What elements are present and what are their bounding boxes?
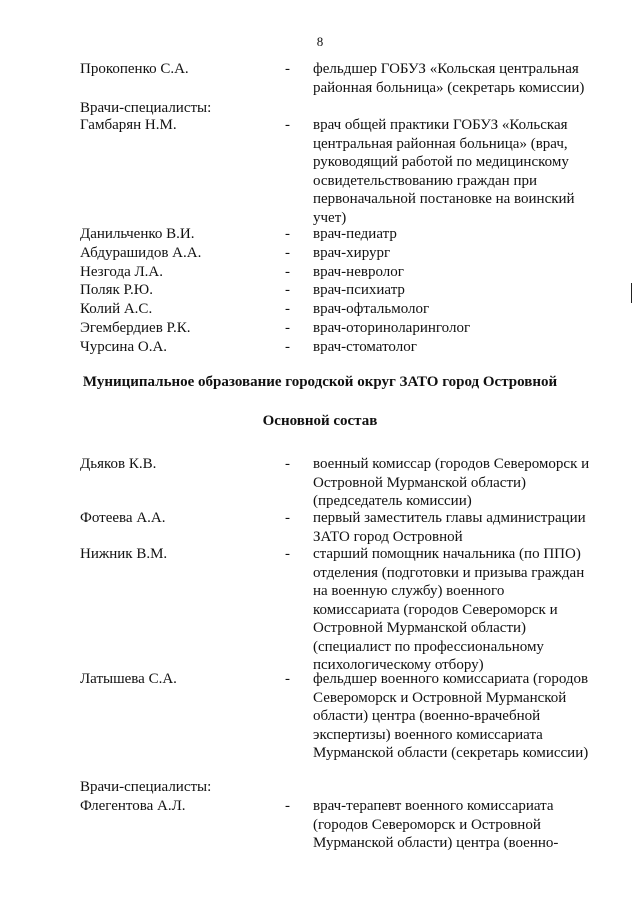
member-role: врач-педиатр <box>313 226 397 242</box>
member-role: врач общей практики ГОБУЗ «Кольская центральная районная больница» (врач, руководящий работой по медицинскому освидетельствованию граждан при первоначальной постановке на воинский учет) <box>313 117 575 226</box>
member-name: Гамбарян Н.М. <box>80 117 177 133</box>
member-role: фельдшер ГОБУЗ «Кольская центральная районная больница» (секретарь комиссии) <box>313 61 585 96</box>
member-role: врач-хирург <box>313 245 391 261</box>
separator-dash: - <box>285 320 290 336</box>
member-name: Данильченко В.И. <box>80 226 195 242</box>
separator-dash: - <box>285 226 290 242</box>
separator-dash: - <box>285 546 290 562</box>
member-role: старший помощник начальника (по ППО) отделения (подготовки и призыва граждан на военную службу) военного комиссариата (городов Североморск и Островной Мурманской области) (специалист по профессиональному психологическому отбору) <box>313 546 585 673</box>
separator-dash: - <box>285 510 290 526</box>
member-role: врач-невролог <box>313 264 404 280</box>
member-name: Колий А.С. <box>80 301 153 317</box>
scan-edge-mark <box>631 283 632 303</box>
member-role: врач-терапевт военного комиссариата (городов Североморск и Островной Мурманской области) центра (военно- <box>313 798 559 851</box>
separator-dash: - <box>285 61 290 77</box>
municipality-heading: Муниципальное образование городской округ ЗАТО город Островной <box>82 374 558 390</box>
member-name: Абдурашидов А.А. <box>80 245 202 261</box>
member-name: Незгода Л.А. <box>80 264 163 280</box>
separator-dash: - <box>285 339 290 355</box>
member-role: врач-психиатр <box>313 282 405 298</box>
member-name: Прокопенко С.А. <box>80 61 189 77</box>
page-number: 8 <box>316 34 324 49</box>
separator-dash: - <box>285 117 290 133</box>
specialists-label: Врачи-специалисты: <box>80 100 212 116</box>
member-role: врач-стоматолог <box>313 339 417 355</box>
member-name: Дьяков К.В. <box>80 456 157 472</box>
member-role: врач-оториноларинголог <box>313 320 471 336</box>
separator-dash: - <box>285 301 290 317</box>
member-role: врач-офтальмолог <box>313 301 430 317</box>
specialists-label: Врачи-специалисты: <box>80 779 212 795</box>
separator-dash: - <box>285 798 290 814</box>
member-name: Поляк Р.Ю. <box>80 282 153 298</box>
separator-dash: - <box>285 264 290 280</box>
member-name: Фотеева А.А. <box>80 510 166 526</box>
member-name: Эгембердиев Р.К. <box>80 320 191 336</box>
separator-dash: - <box>285 282 290 298</box>
separator-dash: - <box>285 245 290 261</box>
member-role: первый заместитель главы администрации ЗАТО город Островной <box>313 510 586 545</box>
member-name: Флегентова А.Л. <box>80 798 186 814</box>
member-name: Нижник В.М. <box>80 546 168 562</box>
member-name: Чурсина О.А. <box>80 339 168 355</box>
main-composition-heading: Основной состав <box>262 413 378 429</box>
member-role: фельдшер военного комиссариата (городов Североморск и Островной Мурманской области) центра (военно-врачебной экспертизы) военного комиссариата Мурманской области (секретарь комиссии) <box>313 671 589 761</box>
separator-dash: - <box>285 456 290 472</box>
member-name: Латышева С.А. <box>80 671 177 687</box>
member-role: военный комиссар (городов Североморск и Островной Мурманской области) (председатель комиссии) <box>313 456 590 509</box>
separator-dash: - <box>285 671 290 687</box>
